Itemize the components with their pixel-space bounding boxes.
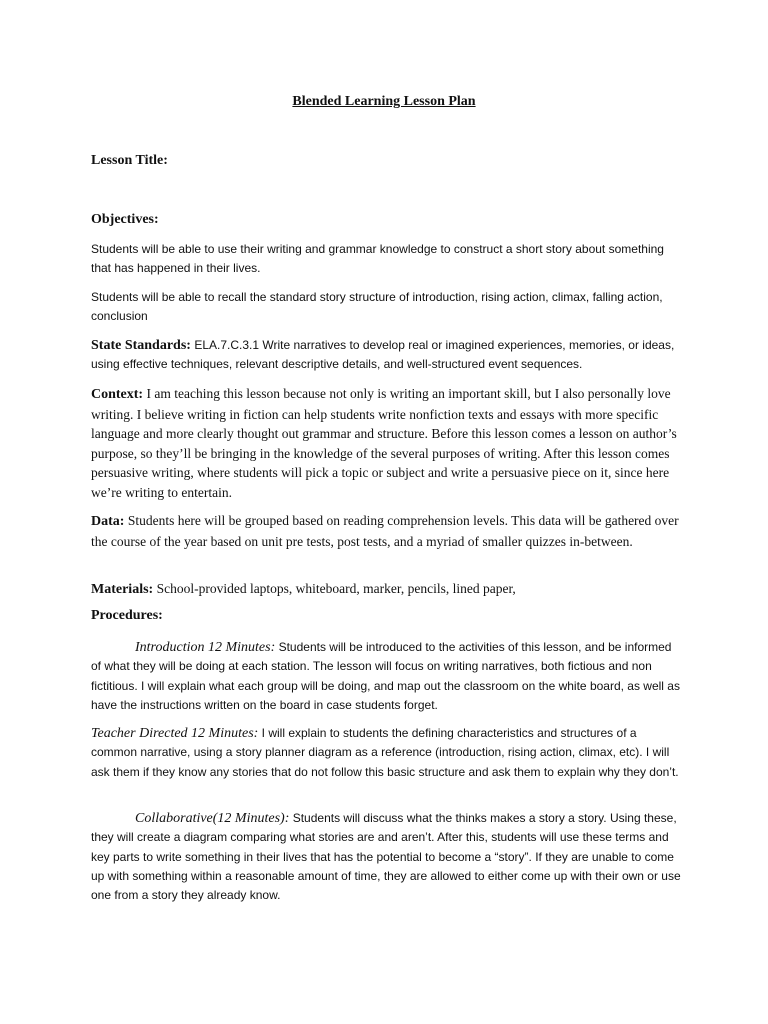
introduction-label: Introduction 12 Minutes: <box>135 640 276 655</box>
teacher-directed-label: Teacher Directed 12 Minutes: <box>91 726 259 741</box>
collaborative-text: Students will discuss what the thinks makes a story a story. Using these, they will create a diagram comparing what stories are and aren’t. After this, students will use these terms and key parts to write something in their lives that has the potential to become a “story”. If they are unable to come up with something within a reasonable amount of time, they are allowed to either come up with their own or use one from a story they already know. <box>91 811 681 903</box>
lesson-title-label: Lesson Title: <box>91 153 168 168</box>
objective-1: Students will be able to use their writing and grammar knowledge to construct a short story about something that has happened in their lives. <box>91 242 664 276</box>
document-title: Blended Learning Lesson Plan <box>292 94 476 109</box>
teacher-directed-text: I will explain to students the defining characteristics and structures of a common narrative, using a story planner diagram as a reference (introduction, rising action, climax, etc). I will ask them if they know any stories that do not follow this basic structure and ask them to explain why they don’t. <box>91 726 679 779</box>
introduction-text: Students will be introduced to the activities of this lesson, and be informed of what they will be doing at each station. The lesson will focus on writing narratives, both fictious and non fictitious. I will explain what each group will be doing, and map out the classroom on the white board, as well as have the instructions written on the board in case students forget. <box>91 640 680 712</box>
collaborative-paragraph <box>91 809 681 905</box>
state-standards-text: ELA.7.C.3.1 Write narratives to develop real or imagined experiences, memories, or ideas, using effective techniques, relevant descriptive details, and well-structured event sequences. <box>91 338 675 372</box>
data-text: Students here will be grouped based on reading comprehension levels. This data will be gathered over the course of the year based on unit pre tests, post tests, and a myriad of smaller quizzes in-between. <box>91 513 679 549</box>
context-label: Context: <box>91 387 144 402</box>
introduction-paragraph <box>91 638 681 715</box>
state-standards-label: State Standards: <box>91 338 191 353</box>
objective-2: Students will be able to recall the standard story structure of introduction, rising action, climax, falling action, conclusion <box>91 290 663 324</box>
context-paragraph <box>91 384 681 503</box>
context-text: I am teaching this lesson because not only is writing an important skill, but I also personally love writing. I believe writing in fiction can help students write nonfiction texts and essays with more specific language and more clearly thought out grammar and structure. Before this lesson comes a lesson on author’s purpose, so they’ll be bringing in the knowledge of the several purposes of writing. After this lesson comes persuasive writing, where students will pick a topic or subject and write a persuasive piece on it, since here we’re writing to entertain. <box>91 386 677 500</box>
procedures-label: Procedures: <box>91 608 163 623</box>
objectives-label: Objectives: <box>91 212 159 227</box>
materials-label: Materials: <box>91 582 154 597</box>
materials-paragraph <box>91 579 681 600</box>
materials-text: School-provided laptops, whiteboard, marker, pencils, lined paper, <box>156 581 516 596</box>
state-standards-paragraph <box>91 336 681 375</box>
teacher-directed-paragraph <box>91 724 681 782</box>
data-paragraph <box>91 511 681 551</box>
data-label: Data: <box>91 514 125 529</box>
collaborative-label: Collaborative(12 Minutes): <box>135 811 290 826</box>
